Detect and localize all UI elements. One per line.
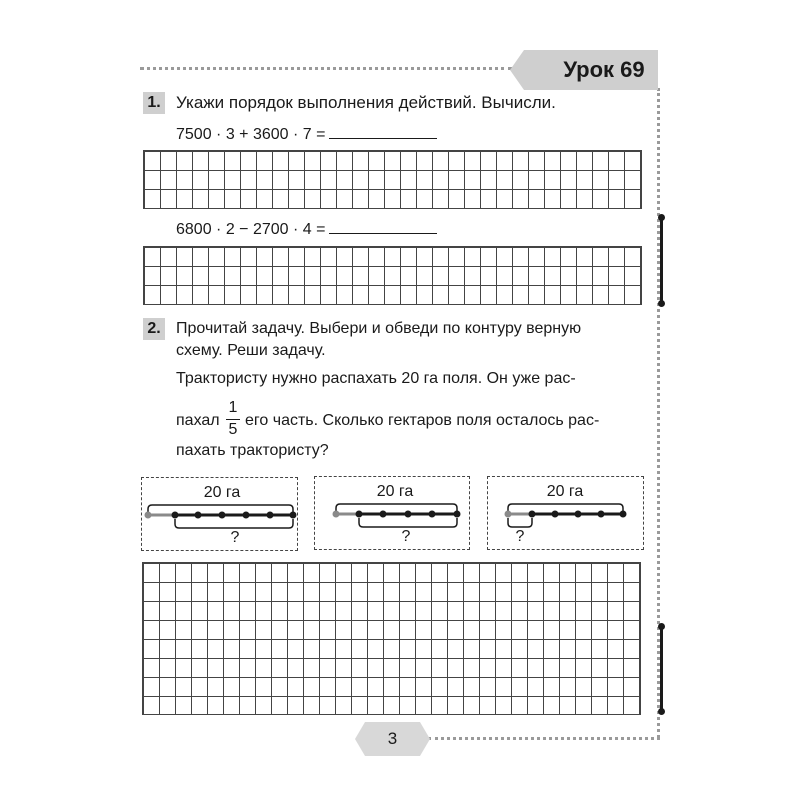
problem-line3: пахать трактористу? bbox=[176, 442, 329, 459]
scheme-2[interactable] bbox=[314, 476, 470, 550]
task1-instruction: Укажи порядок выполнения действий. Вычисли. bbox=[176, 93, 556, 112]
answer-line-2[interactable] bbox=[329, 232, 437, 234]
problem-line2-before: пахал bbox=[176, 412, 220, 429]
task1-expression-1 bbox=[176, 125, 437, 145]
task2-solution-grid[interactable] bbox=[142, 562, 641, 715]
problem-line1: Трактористу нужно распахать 20 га поля. Он уже рас- bbox=[176, 370, 576, 387]
page-number-tab bbox=[355, 722, 430, 756]
fraction-numerator: 1 bbox=[228, 399, 238, 416]
scheme-1[interactable] bbox=[141, 477, 298, 551]
lesson-title: Урок 69 bbox=[563, 57, 645, 82]
task1-expression-2 bbox=[176, 220, 437, 240]
margin-bar-top bbox=[660, 217, 663, 304]
task2-number: 2. bbox=[143, 318, 165, 340]
scheme-3-top-label: 20 га bbox=[546, 483, 584, 500]
task2-instruction-line1: Прочитай задачу. Выбери и обведи по контуру верную bbox=[176, 320, 582, 337]
fraction-denominator: 5 bbox=[228, 421, 238, 438]
lesson-tag bbox=[510, 50, 658, 90]
bottom-dotted-border bbox=[428, 737, 660, 740]
scheme-3[interactable] bbox=[487, 476, 644, 550]
task1-number: 1. bbox=[143, 92, 165, 114]
task2-instruction-line2: схему. Реши задачу. bbox=[176, 342, 326, 359]
problem-line2-after: его часть. Сколько гектаров поля осталось рас- bbox=[245, 412, 600, 429]
scheme-2-top-label: 20 га bbox=[376, 483, 414, 500]
answer-line-1[interactable] bbox=[329, 137, 437, 139]
top-dotted-border bbox=[140, 67, 512, 70]
scheme-1-bottom-label: ? bbox=[230, 529, 240, 546]
task1-grid-1[interactable] bbox=[143, 150, 642, 209]
scheme-2-bottom-label: ? bbox=[401, 528, 411, 545]
scheme-1-top-label: 20 га bbox=[203, 484, 241, 501]
expression-1-text: 7500 · 3 + 3600 · 7 = bbox=[176, 126, 326, 143]
expression-2-text: 6800 · 2 − 2700 · 4 = bbox=[176, 221, 326, 238]
margin-bar-bottom bbox=[660, 626, 663, 712]
page-number: 3 bbox=[387, 729, 398, 748]
task1-grid-2[interactable] bbox=[143, 246, 642, 305]
scheme-3-bottom-label: ? bbox=[515, 528, 525, 545]
